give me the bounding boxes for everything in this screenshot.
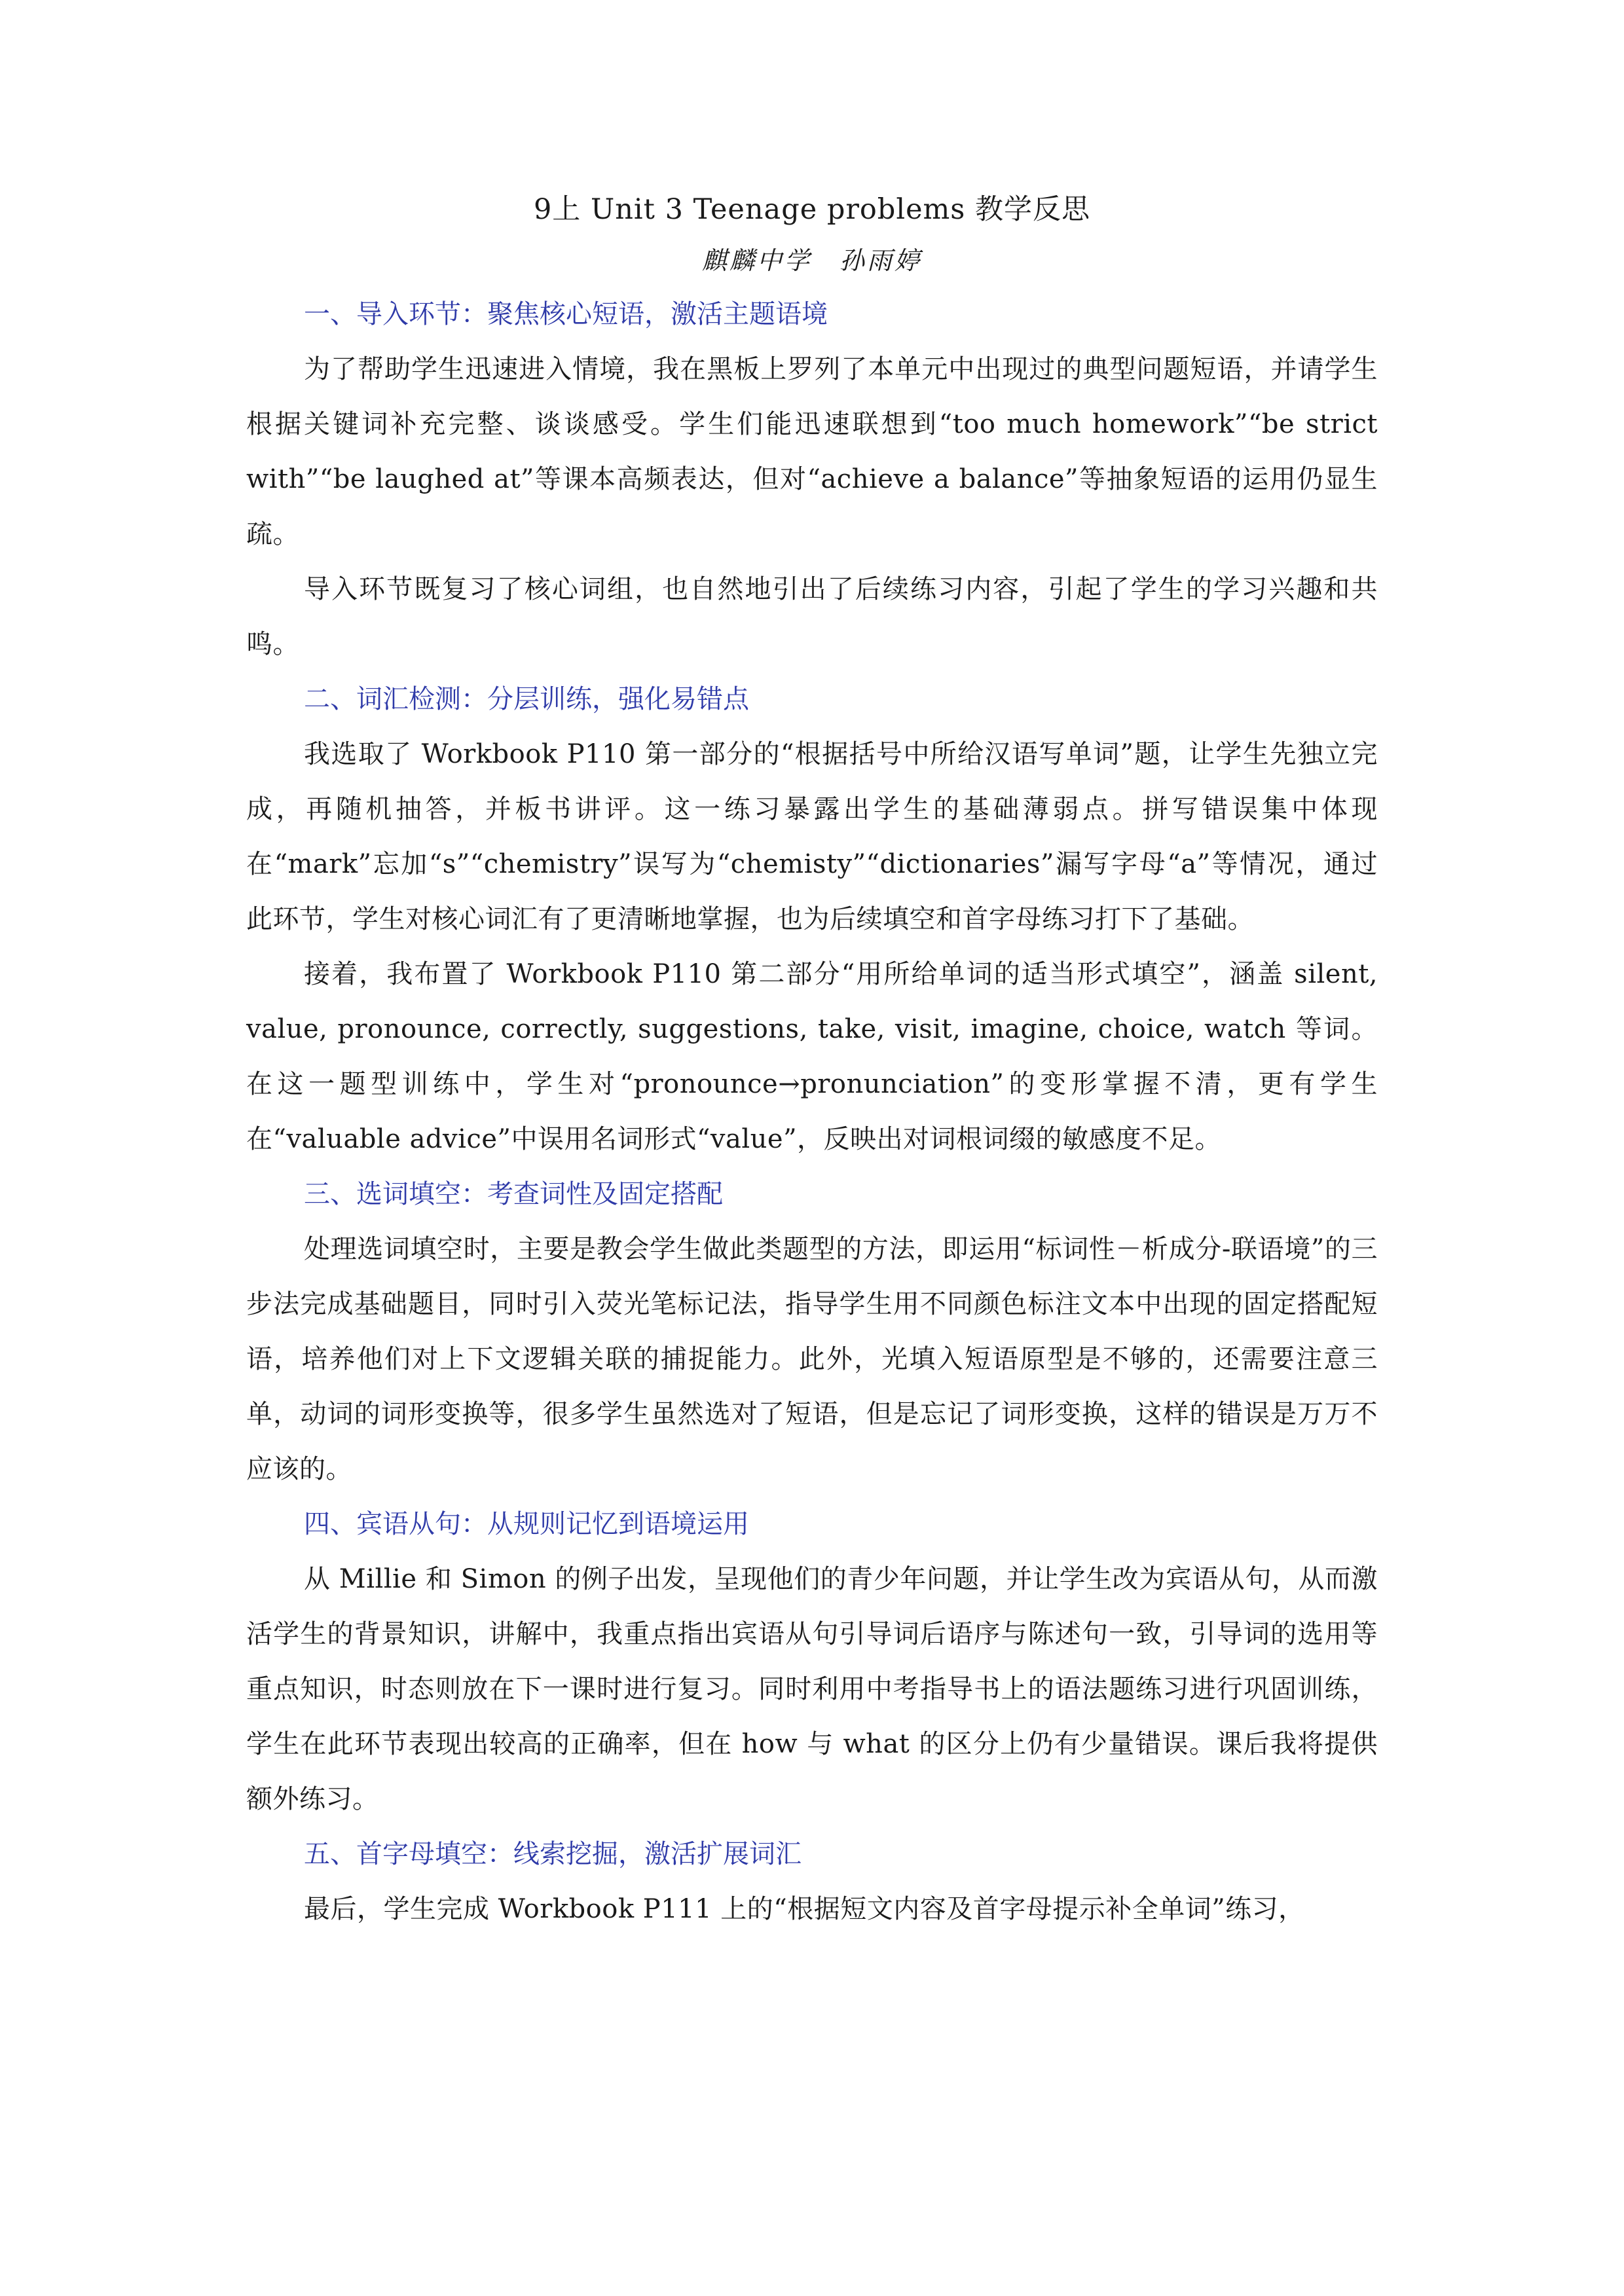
paragraph: 导入环节既复习了核心词组，也自然地引出了后续练习内容，引起了学生的学习兴趣和共鸣。	[246, 574, 1378, 659]
document-title: 9上 Unit 3 Teenage problems 教学反思	[533, 193, 1091, 226]
section-heading: 五、首字母填空：线索挖掘，激活扩展词汇	[304, 1839, 802, 1869]
paragraph: 为了帮助学生迅速进入情境，我在黑板上罗列了本单元中出现过的典型问题短语，并请学生根据关键词补充完整、谈谈感受。学生们能迅速联想到“too much homework”“be strict with”“be laughed at”等课本高频表达，但对“achieve a balance”等抽象短语的运用仍显生疏。	[246, 354, 1378, 549]
paragraph: 接着，我布置了 Workbook P110 第二部分“用所给单词的适当形式填空”，涵盖 silent, value, pronounce, correctly, suggestions, take, visit, imagine, choice, watch 等词。在这一题型训练中，学生对“pronounce→pronunciation”的变形掌握不清，更有学生在“valuable advice”中误用名词形式“value”，反映出对词根词缀的敏感度不足。	[246, 959, 1378, 1154]
document-author: 麒麟中学 孙雨婷	[701, 246, 922, 275]
paragraph: 从 Millie 和 Simon 的例子出发，呈现他们的青少年问题，并让学生改为宾语从句，从而激活学生的背景知识，讲解中，我重点指出宾语从句引导词后语序与陈述句一致，引导词的选用等重点知识，时态则放在下一课时进行复习。同时利用中考指导书上的语法题练习进行巩固训练，学生在此环节表现出较高的正确率，但在 how 与 what 的区分上仍有少量错误。课后我将提供额外练习。	[246, 1564, 1378, 1814]
section-heading: 一、导入环节：聚焦核心短语，激活主题语境	[304, 299, 828, 329]
section-2	[246, 672, 1378, 1167]
document-body	[246, 190, 1378, 1937]
section-3	[246, 1167, 1378, 1497]
paragraph: 处理选词填空时，主要是教会学生做此类题型的方法，即运用“标词性－析成分-联语境”的三步法完成基础题目，同时引入荧光笔标记法，指导学生用不同颜色标注文本中出现的固定搭配短语，培养他们对上下文逻辑关联的捕捉能力。此外，光填入短语原型是不够的，还需要注意三单，动词的词形变换等，很多学生虽然选对了短语，但是忘记了词形变换，这样的错误是万万不应该的。	[246, 1234, 1378, 1484]
section-1	[246, 287, 1378, 672]
section-heading: 三、选词填空：考查词性及固定搭配	[304, 1179, 723, 1209]
section-4	[246, 1497, 1378, 1827]
section-heading: 二、词汇检测：分层训练，强化易错点	[304, 684, 749, 714]
paragraph: 最后，学生完成 Workbook P111 上的“根据短文内容及首字母提示补全单词”练习，	[304, 1894, 1305, 1924]
section-heading: 四、宾语从句：从规则记忆到语境运用	[304, 1509, 749, 1539]
section-5	[246, 1827, 1378, 1937]
paragraph: 我选取了 Workbook P110 第一部分的“根据括号中所给汉语写单词”题，让学生先独立完成，再随机抽答，并板书讲评。这一练习暴露出学生的基础薄弱点。拼写错误集中体现在“mark”忘加“s”“chemistry”误写为“chemisty”“dictionaries”漏写字母“a”等情况，通过此环节，学生对核心词汇有了更清晰地掌握，也为后续填空和首字母练习打下了基础。	[246, 739, 1378, 934]
